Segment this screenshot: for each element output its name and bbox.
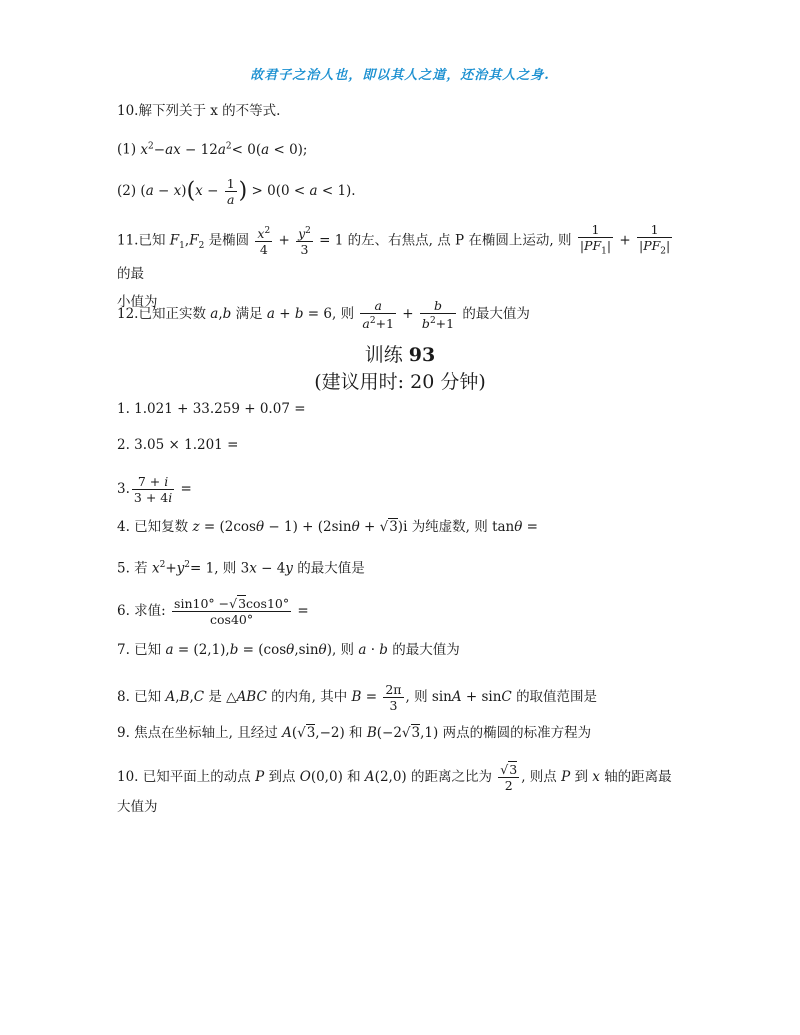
s2-q5: 5. 若 $x^2+y^2= 1$, 则 3x − 4y 的最大值是 [117, 560, 365, 577]
q12-line: 12.已知正实数 a,b 满足 a + b = 6, 则 $\frac{a}{a^2+1}$ + $\frac{b}{b^2+1}$ 的最大值为 [117, 298, 530, 332]
s2-q8-c: 的内角, 其中 [271, 689, 348, 705]
s2-q5-c: 的最大值是 [297, 560, 365, 577]
q11-text-a: 已知 [138, 232, 166, 249]
s2-q6-label: 6. 求值: [117, 603, 166, 619]
q11-text-e: 小值为 [117, 293, 158, 310]
s2-q10-h: 大值为 [117, 799, 158, 815]
q12-text-c: 则 [340, 306, 355, 323]
training-title [0, 343, 800, 367]
s2-q7-a: 7. 已知 [117, 642, 162, 658]
s2-q4-b: 为纯虚数, 则 [411, 519, 488, 535]
s2-q8-b: 是 [208, 689, 222, 705]
s2-q3-label: 3. [117, 481, 130, 497]
q11-label: 11. [117, 232, 139, 249]
q10-2-line [117, 176, 717, 207]
s2-q9-c: 两点的椭圆的标准方程为 [442, 725, 592, 741]
q11-text-b: 是椭圆 [208, 232, 250, 249]
s2-q10-e: , 则点 [521, 769, 557, 785]
q11-text-c: 的左、右焦点, 点 P 在椭圆上运动, 则 [347, 232, 572, 249]
s2-q5-a: 5. 若 [117, 560, 148, 577]
s2-q9-b: 和 [349, 725, 363, 741]
header-motto: 故君子之治人也，即以其人之道，还治其人之身. [250, 68, 550, 83]
s2-q9: 9. 焦点在坐标轴上, 且经过 A(√3,−2) 和 B(−2√3,1) 两点的椭圆的标准方程为 [117, 725, 592, 741]
training-title-number: 93 [408, 344, 436, 366]
s2-q10-f: 到 [574, 769, 588, 785]
s2-q10-b: 到点 [268, 769, 296, 785]
q12-text-d: 的最大值为 [462, 306, 530, 323]
s2-q10-c: 和 [347, 769, 361, 785]
q10-2-formula: (a − x)(x − $\frac{1}{a}$ ) > 0(0 < a < 1). [140, 176, 356, 207]
s2-q1: 1. 1.021 + 33.259 + 0.07 = [117, 401, 306, 417]
s2-q8-e: 的取值范围是 [516, 689, 598, 705]
s2-q10: 10. 已知平面上的动点 P 到点 O(0,0) 和 A(2,0) 的距离之比为 $\frac{√3}{2}$ , 则点 P 到 x 轴的距离最 大值为 [117, 762, 672, 815]
s2-q8-d: 则 [414, 689, 428, 705]
q10-text: 解下列关于 x 的不等式. [138, 103, 281, 119]
s2-q6: 6. 求值: $\frac{\sin 10^\circ -√3\cos 10^\circ}{\cos 40^\circ}$ = [117, 596, 309, 627]
q10-label: 10. [117, 103, 139, 119]
q12-text-a: 已知正实数 [138, 306, 206, 323]
training-subtitle: (建议用时: 20 分钟) [314, 371, 486, 393]
s2-q5-b: 则 [222, 560, 237, 577]
q11-block: 11.已知 $F_1,F_2$ 是椭圆 $\frac{x^2}{4}$ + $\frac{y^2}{3}$ = 1 的左、右焦点, 点 P 在椭圆上运动, 则 $\frac{1}{|PF_1|}$ + $\frac{1}{|PF_2|}$ 的最 小值为 [117, 222, 671, 310]
training-title-prefix: 训练 [364, 344, 403, 366]
q12-label: 12. [117, 306, 139, 323]
s2-q8-a: 8. 已知 [117, 689, 162, 705]
q12-text-b: 满足 [235, 306, 263, 323]
q11-text-d: 的最 [117, 265, 144, 282]
s2-q2: 2. 3.05 × 1.201 = [117, 437, 239, 453]
q10-1-formula: $x^2-ax - 12a^2< 0(a < 0)$; [140, 141, 308, 158]
s2-q7-c: 的最大值为 [392, 642, 460, 658]
q10-2-label: (2) [117, 183, 137, 199]
s2-q3: 3. $\frac{7 + i}{3 + 4i}$ = [117, 474, 192, 505]
s2-q4: 4. 已知复数 z = (2cosθ − 1) + (2sinθ + √3)i 为纯虚数, 则 tanθ = [117, 519, 538, 535]
s2-q10-g: 轴的距离最 [604, 769, 672, 785]
s2-q7-b: 则 [340, 642, 355, 658]
s2-q4-a: 4. 已知复数 [117, 519, 189, 535]
s2-q10-d: 的距离之比为 [410, 769, 492, 785]
s2-q7: 7. 已知 a = (2,1),b = (cosθ,sinθ), 则 a · b 的最大值为 [117, 642, 460, 658]
s2-q8: 8. 已知 A,B,C 是 △ABC 的内角, 其中 B = $\frac{2\pi}{3}$ , 则 sinA + sinC 的取值范围是 [117, 682, 598, 713]
q10-1-line [117, 137, 717, 159]
q10-1-label: (1) [117, 141, 137, 158]
q10-line [117, 102, 717, 120]
s2-q9-a: 9. 焦点在坐标轴上, 且经过 [117, 725, 278, 741]
s2-q10-a: 10. 已知平面上的动点 [117, 769, 251, 785]
